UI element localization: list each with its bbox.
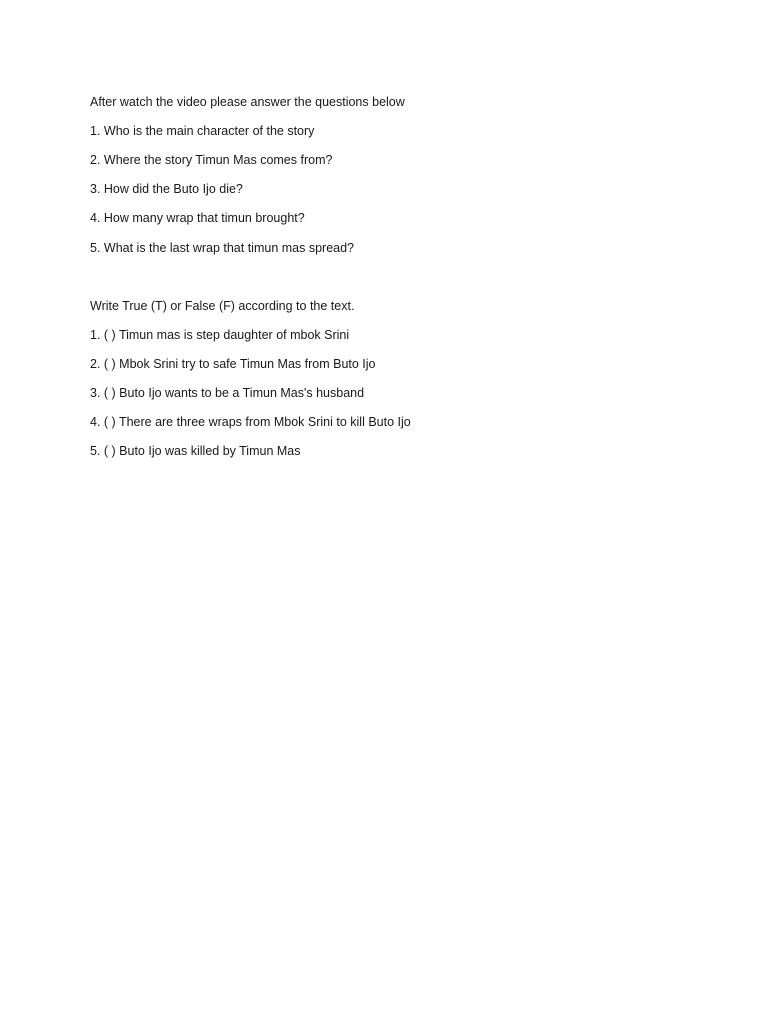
question-item: 5. What is the last wrap that timun mas spread?: [90, 241, 355, 255]
true-false-item: 5. ( ) Buto Ijo was killed by Timun Mas: [90, 444, 301, 458]
question-item: 2. Where the story Timun Mas comes from?: [90, 153, 333, 167]
true-false-item: 1. ( ) Timun mas is step daughter of mbok Srini: [90, 328, 350, 342]
true-false-item: 2. ( ) Mbok Srini try to safe Timun Mas from Buto Ijo: [90, 357, 376, 371]
true-false-item: 4. ( ) There are three wraps from Mbok Srini to kill Buto Ijo: [90, 415, 411, 429]
question-item: 1. Who is the main character of the story: [90, 124, 315, 138]
question-item: 4. How many wrap that timun brought?: [90, 211, 305, 225]
true-false-item: 3. ( ) Buto Ijo wants to be a Timun Mas's husband: [90, 386, 365, 400]
question-item: 3. How did the Buto Ijo die?: [90, 182, 243, 196]
questions-instruction: After watch the video please answer the questions below: [90, 95, 405, 109]
true-false-instruction: Write True (T) or False (F) according to the text.: [90, 299, 355, 313]
